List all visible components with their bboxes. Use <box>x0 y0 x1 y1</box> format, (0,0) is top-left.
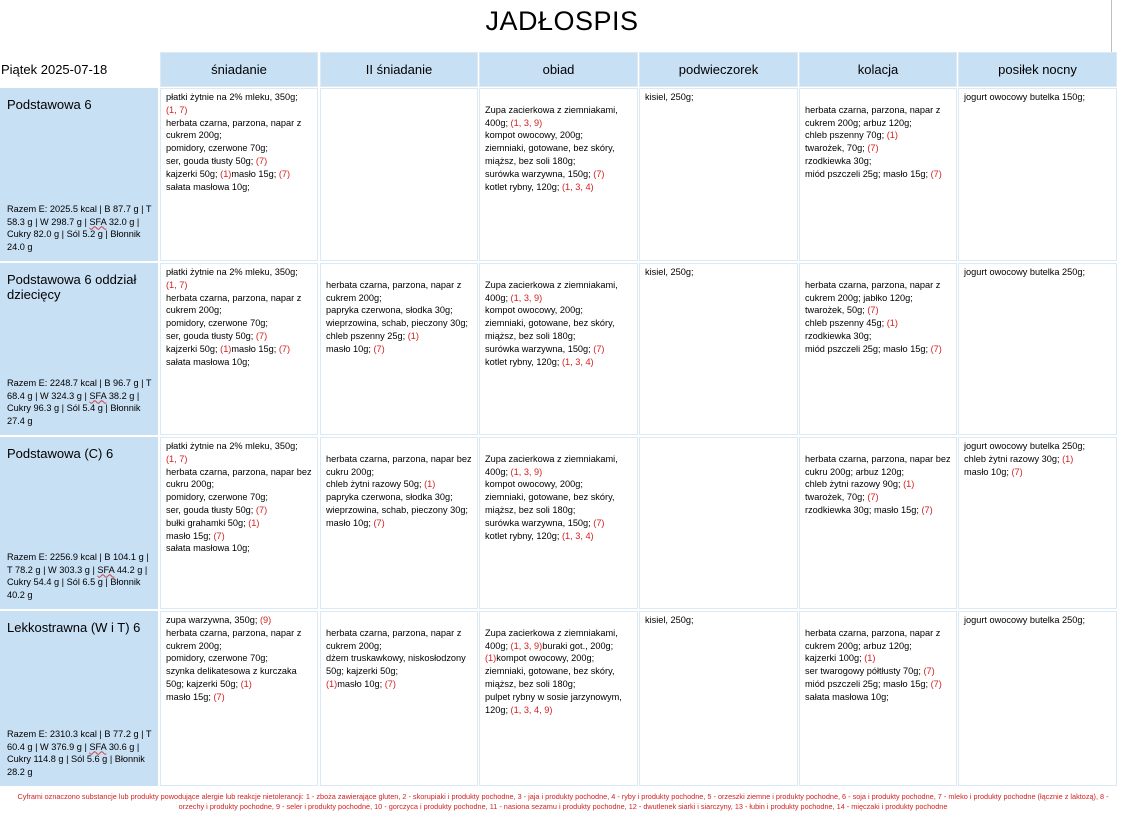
menu-item <box>805 91 951 104</box>
menu-item <box>166 491 312 504</box>
menu-item-text: twarożek, 70g; <box>805 492 868 503</box>
menu-item <box>805 491 951 504</box>
menu-item-text: wieprzowina, schab, pieczony 30g; chleb pszenny 25g; <box>326 318 468 341</box>
allergen-codes: (1, 7) <box>166 453 188 464</box>
menu-item <box>964 614 1111 627</box>
nutrition-summary <box>7 551 155 602</box>
menu-item-text: Zupa zacierkowa z ziemniakami, 400g; <box>485 627 618 651</box>
allergen-codes: (1, 3, 4) <box>561 181 594 192</box>
menu-item-text: kompot owocowy, 200g; <box>496 653 595 664</box>
menu-item <box>166 181 312 194</box>
menu-item-text: sałata masłowa 10g; <box>166 356 250 367</box>
allergen-codes: (7) <box>278 343 291 354</box>
menu-item <box>166 530 312 543</box>
menu-item-text: rzodkiewka 30g; <box>805 155 872 166</box>
menu-item <box>326 317 472 343</box>
menu-item-text: wieprzowina, schab, pieczony 30g; masło 10g; <box>326 504 468 528</box>
menu-item-text: chleb pszenny 70g; <box>805 130 887 141</box>
meal-header-0: śniadanie <box>160 52 318 87</box>
menu-item-text: herbata czarna, parzona, napar z cukrem 200g; <box>166 627 302 651</box>
allergen-codes: (1) <box>240 678 252 689</box>
menu-item-text: kotlet rybny, 120g; <box>485 356 562 367</box>
menu-item-text: masło 10g; <box>337 678 385 689</box>
menu-item-text: pomidory, czerwone 70g; <box>166 143 268 154</box>
menu-item-text: kajzerki 100g; <box>805 653 865 664</box>
menu-item-text: papryka czerwona, słodka 30g; <box>326 305 453 316</box>
meal-header-3: podwieczorek <box>639 52 798 87</box>
menu-item-text: kisiel, 250g; <box>645 92 694 102</box>
meal-cell <box>958 263 1117 435</box>
menu-item-text: ziemniaki, gotowane, bez skóry, miąższ, bez soli 180g; <box>485 318 615 341</box>
menu-item <box>964 440 1111 453</box>
menu-item-text: rzodkiewka 30g; masło 15g; <box>805 504 922 515</box>
menu-item-text: herbata czarna, parzona, napar z cukrem 200g; <box>166 117 302 141</box>
menu-item-text: chleb żytni razowy 30g; <box>964 453 1063 464</box>
menu-item-text: masło 15g; <box>166 691 214 702</box>
diet-name: Podstawowa 6 oddział dziecięcy <box>7 272 137 302</box>
allergen-codes: (7) <box>930 168 942 179</box>
menu-item-text: herbata czarna, parzona, napar z cukrem 200g; <box>166 292 302 316</box>
menu-item-text: kompot owocowy, 200g; <box>485 305 583 316</box>
menu-item <box>326 504 472 530</box>
menu-item <box>166 627 312 653</box>
menu-item-text: masło 10g; <box>326 343 374 354</box>
menu-item <box>805 614 951 627</box>
menu-item <box>805 440 951 453</box>
nutrition-summary <box>7 728 155 779</box>
allergen-codes: (1) <box>220 168 232 179</box>
allergen-codes: (7) <box>867 143 879 154</box>
menu-item <box>645 91 792 104</box>
meal-cell <box>639 611 798 786</box>
menu-item-text: herbata czarna, parzona, napar z cukrem 200g; <box>326 627 462 651</box>
menu-item <box>326 491 472 504</box>
nutrition-summary <box>7 377 155 428</box>
menu-item <box>326 453 472 479</box>
menu-item-text: miód pszczeli 25g; masło 15g; <box>805 678 931 689</box>
allergen-codes: (7) <box>1011 466 1023 477</box>
menu-item <box>166 440 312 453</box>
menu-item <box>805 279 951 305</box>
menu-item-text: kisiel, 250g; <box>645 267 694 277</box>
menu-item <box>326 478 472 491</box>
allergen-codes: (1, 3, 9) <box>510 466 543 477</box>
diet-cell <box>0 611 158 786</box>
menu-item <box>166 517 312 530</box>
allergen-codes: (1, 7) <box>166 104 188 115</box>
summary-text: Razem E: 2025.5 kcal | B 87.7 g | T 58.3 g | W 298.7 g | <box>7 203 152 227</box>
menu-item-text: herbata czarna, parzona, napar z cukrem 200g; <box>326 279 462 303</box>
menu-item-text: surówka warzywna, 150g; <box>485 517 594 528</box>
menu-item-text: kotlet rybny, 120g; <box>485 530 562 541</box>
nutrition-summary <box>7 203 155 254</box>
menu-item-text: pomidory, czerwone 70g; <box>166 318 268 329</box>
menu-item <box>805 343 951 356</box>
allergen-codes: (9) <box>259 615 272 625</box>
menu-item <box>166 155 312 168</box>
menu-item-text: herbata czarna, parzona, napar z cukrem 200g; arbuz 120g; <box>805 104 941 128</box>
meal-cell <box>479 263 638 435</box>
menu-item-text: ser, gouda tłusty 50g; <box>166 504 256 515</box>
meal-cell <box>479 611 638 786</box>
allergen-codes: (7) <box>923 666 935 677</box>
allergen-codes: (7) <box>930 678 942 689</box>
menu-item <box>326 652 472 678</box>
menu-item-text: surówka warzywna, 150g; <box>485 343 594 354</box>
summary-text: 30.6 g | Cukry 114.8 g | Sól 5.6 g | Błonnik 28.2 g <box>7 741 145 778</box>
menu-item <box>805 478 951 491</box>
menu-item-text: chleb żytni razowy 50g; <box>326 479 425 490</box>
menu-item <box>166 330 312 343</box>
menu-item-text: dżem truskawkowy, niskosłodzony 50g; kajzerki 50g; <box>326 653 466 677</box>
menu-item-text: ziemniaki, gotowane, bez skóry, miąższ, bez soli 180g; <box>485 492 615 515</box>
meal-cell <box>320 263 478 435</box>
menu-item-text: płatki żytnie na 2% mleku, 350g; <box>166 267 298 277</box>
menu-item <box>805 129 951 142</box>
menu-item <box>166 453 312 466</box>
menu-item <box>166 691 312 704</box>
menu-item-text: masło 10g; <box>964 466 1012 477</box>
menu-item <box>166 504 312 517</box>
allergen-codes: (7) <box>593 517 605 528</box>
menu-item <box>166 665 312 691</box>
allergen-codes: (7) <box>373 343 385 354</box>
meal-header-5: posiłek nocny <box>958 52 1117 87</box>
menu-item-text: chleb żytni razowy 90g; <box>805 479 904 490</box>
menu-item <box>964 453 1111 466</box>
meal-cell <box>320 611 478 786</box>
summary-sfa-label: SFA <box>97 564 115 575</box>
meal-cell <box>320 88 478 261</box>
menu-item-text: twarożek, 70g; <box>805 143 868 154</box>
menu-item <box>485 691 632 717</box>
menu-item <box>964 91 1111 104</box>
menu-item-text: jogurt owocowy butelka 250g; <box>964 267 1086 277</box>
menu-item <box>485 142 632 168</box>
menu-item-text: kisiel, 250g; <box>645 615 694 625</box>
meal-cell <box>799 263 957 435</box>
meal-cell <box>958 611 1117 786</box>
menu-item <box>805 691 951 704</box>
menu-item <box>485 317 632 343</box>
meal-cell <box>639 437 798 609</box>
menu-item-text: masło 15g; <box>231 168 279 179</box>
menu-item <box>166 117 312 143</box>
menu-item <box>805 317 951 330</box>
meal-cell <box>160 437 318 609</box>
menu-date: Piątek 2025-07-18 <box>1 62 108 77</box>
summary-text: Razem E: 2248.7 kcal | B 96.7 g | T 68.4 g | W 324.3 g | <box>7 377 152 401</box>
diet-cell <box>0 263 158 435</box>
allergen-codes: (7) <box>255 155 268 166</box>
summary-text: 32.0 g | Cukry 82.0 g | Sól 5.2 g | Błonnik 24.0 g <box>7 216 141 253</box>
menu-item-text: sałata masłowa 10g; <box>805 691 889 702</box>
menu-item-text: jogurt owocowy butelka 250g; <box>964 615 1086 625</box>
meal-cell <box>639 88 798 261</box>
menu-item <box>805 168 951 181</box>
meal-cell <box>799 611 957 786</box>
menu-item-text: jogurt owocowy butelka 250g; <box>964 441 1086 451</box>
menu-item <box>805 678 951 691</box>
allergen-codes: (7) <box>921 504 933 515</box>
menu-item-text: ser, gouda tłusty 50g; <box>166 330 256 341</box>
menu-item-text: twarożek, 50g; <box>805 305 868 316</box>
menu-item-text: szynka delikatesowa z kurczaka 50g; kajzerki 50g; <box>166 666 297 689</box>
menu-item <box>166 343 312 356</box>
menu-item <box>485 491 632 517</box>
allergen-codes: (1, 3, 9) <box>510 640 543 651</box>
menu-item-text: herbata czarna, parzona, napar z cukrem 200g; arbuz 120g; <box>805 627 941 651</box>
diet-name: Podstawowa (C) 6 <box>7 446 114 461</box>
menu-item <box>485 517 632 530</box>
menu-item <box>166 104 312 117</box>
menu-item <box>485 91 632 104</box>
menu-grid <box>0 88 1118 786</box>
meal-cell <box>479 88 638 261</box>
menu-item <box>326 343 472 356</box>
allergen-codes: (1) <box>864 653 876 664</box>
menu-item-text: płatki żytnie na 2% mleku, 350g; <box>166 92 298 102</box>
menu-item-text: sałata masłowa 10g; <box>166 543 250 554</box>
menu-item-text: kompot owocowy, 200g; <box>485 130 583 141</box>
allergen-codes: (1) <box>248 517 260 528</box>
diet-name: Lekkostrawna (W i T) 6 <box>7 620 141 635</box>
allergen-codes: (1, 3, 4) <box>561 530 594 541</box>
menu-item-text: zupa warzywna, 350g; <box>166 615 260 625</box>
allergen-codes: (1, 3, 9) <box>510 117 543 128</box>
allergen-codes: (1) <box>220 343 232 354</box>
summary-sfa-label: SFA <box>89 216 107 227</box>
menu-item <box>326 627 472 653</box>
meal-cell <box>160 611 318 786</box>
menu-item-text: kajzerki 50g; <box>166 343 221 354</box>
menu-item <box>166 168 312 181</box>
menu-item-text: sałata masłowa 10g; <box>166 181 250 192</box>
meal-cell <box>479 437 638 609</box>
menu-item <box>485 530 632 543</box>
diet-cell <box>0 437 158 609</box>
menu-item <box>166 266 312 279</box>
menu-item <box>485 168 632 181</box>
menu-item-text: herbata czarna, parzona, napar bez cukru 200g; <box>166 466 312 490</box>
menu-item-text: płatki żytnie na 2% mleku, 350g; <box>166 441 298 451</box>
allergen-codes: (7) <box>255 330 268 341</box>
summary-text: Razem E: 2310.3 kcal | B 77.2 g | T 60.4 g | W 376.9 g | <box>7 728 152 752</box>
menu-item-text: ziemniaki, gotowane, bez skóry, miąższ, bez soli 180g; <box>485 666 615 689</box>
diet-cell <box>0 88 158 261</box>
menu-item <box>326 678 472 691</box>
menu-item <box>326 614 472 627</box>
menu-item <box>166 317 312 330</box>
allergen-codes: (7) <box>384 678 396 689</box>
allergen-codes: (1) <box>407 330 419 341</box>
allergen-codes: (1, 3, 4, 9) <box>510 704 553 715</box>
allergen-codes: (1) <box>326 678 338 689</box>
menu-item-text: ser, gouda tłusty 50g; <box>166 155 256 166</box>
meal-cell <box>799 437 957 609</box>
menu-item <box>166 614 312 627</box>
menu-item-text: ser twarogowy półtłusty 70g; <box>805 666 924 677</box>
menu-item-text: jogurt owocowy butelka 150g; <box>964 92 1086 102</box>
menu-item-text: pomidory, czerwone 70g; <box>166 653 268 664</box>
menu-item <box>805 330 951 343</box>
menu-item-text: herbata czarna, parzona, napar bez cukru 200g; arbuz 120g; <box>805 453 951 477</box>
menu-item <box>485 627 632 653</box>
meal-header-2: obiad <box>479 52 638 87</box>
allergen-codes: (1) <box>1062 453 1074 464</box>
menu-item <box>645 614 792 627</box>
menu-item <box>166 356 312 369</box>
menu-item <box>485 614 632 627</box>
menu-item <box>805 504 951 517</box>
menu-item <box>805 142 951 155</box>
menu-item <box>485 104 632 130</box>
menu-item <box>326 266 472 279</box>
allergen-codes: (1, 3, 4) <box>561 356 594 367</box>
menu-item <box>166 652 312 665</box>
menu-item <box>645 266 792 279</box>
allergen-codes: (1) <box>424 479 436 490</box>
menu-item <box>805 304 951 317</box>
meal-cell <box>958 437 1117 609</box>
menu-item <box>805 665 951 678</box>
menu-item <box>326 279 472 305</box>
allergen-codes: (7) <box>213 691 225 702</box>
summary-text: 38.2 g | Cukry 96.3 g | Sól 5.4 g | Błonnik 27.4 g <box>7 390 141 427</box>
menu-item-text: ziemniaki, gotowane, bez skóry, miąższ, bez soli 180g; <box>485 143 615 166</box>
menu-item <box>964 266 1111 279</box>
menu-item-text: buraki got., 200g; <box>542 640 614 651</box>
menu-item-text: Zupa zacierkowa z ziemniakami, 400g; <box>485 104 618 128</box>
menu-item <box>166 542 312 555</box>
allergen-codes: (7) <box>930 343 942 354</box>
menu-item-text: masło 15g; <box>166 530 214 541</box>
menu-item <box>485 478 632 491</box>
allergen-footnote: Cyframi oznaczono substancje lub produkty powodujące alergie lub reakcje nietolerancji: 1 - zboża zawierające gluten, 2 - skorupiaki i produkty pochodne, 3 - jaja i produkty pochodne, 4 - ryby i produkty pochodne, 5 - orzeszki ziemne i produkty pochodne, 6 - soja i produkty pochodne, 7 - mleko i produkty pochodne (łącznie z laktozą), 8 - orzechy i produkty pochodne, 9 - seler i produkty pochodne, 10 - gorczyca i produkty pochodne, 11 - nasiona sezamu i produkty pochodne, 12 - dwutlenek siarki i siarczyny, 13 - łubin i produkty pochodne, 14 - mięczaki i produkty pochodne <box>17 792 1109 811</box>
menu-item-text: kotlet rybny, 120g; <box>485 181 562 192</box>
menu-item <box>805 155 951 168</box>
menu-item <box>964 466 1111 479</box>
menu-item <box>485 665 632 691</box>
allergen-codes: (7) <box>593 168 605 179</box>
menu-item-text: miód pszczeli 25g; masło 15g; <box>805 343 931 354</box>
menu-item <box>485 181 632 194</box>
summary-text: 44.2 g | Cukry 54.4 g | Sól 6.5 g | Błonnik 40.2 g <box>7 564 148 601</box>
meal-cell <box>799 88 957 261</box>
menu-item-text: kompot owocowy, 200g; <box>485 479 583 490</box>
allergen-codes: (1, 7) <box>166 279 188 290</box>
meal-header-4: kolacja <box>799 52 957 87</box>
meal-cell <box>160 263 318 435</box>
menu-item-text: surówka warzywna, 150g; <box>485 168 594 179</box>
allergen-codes: (7) <box>255 504 268 515</box>
menu-item <box>166 466 312 492</box>
menu-item-text: pomidory, czerwone 70g; <box>166 492 268 503</box>
allergen-codes: (7) <box>278 168 291 179</box>
menu-item-text: masło 15g; <box>231 343 279 354</box>
menu-item <box>805 266 951 279</box>
menu-item <box>805 104 951 130</box>
meal-cell <box>160 88 318 261</box>
menu-item <box>166 91 312 104</box>
menu-item <box>485 304 632 317</box>
menu-item <box>166 279 312 292</box>
summary-sfa-label: SFA <box>89 741 107 752</box>
menu-item-text: papryka czerwona, słodka 30g; <box>326 492 453 503</box>
page-title: JADŁOSPIS <box>485 6 639 36</box>
allergen-codes: (7) <box>867 305 879 316</box>
allergen-codes: (7) <box>373 517 385 528</box>
menu-item <box>485 343 632 356</box>
menu-item-text: Zupa zacierkowa z ziemniakami, 400g; <box>485 279 618 303</box>
menu-item <box>485 356 632 369</box>
menu-item-text: miód pszczeli 25g; masło 15g; <box>805 168 931 179</box>
diet-name: Podstawowa 6 <box>7 97 92 112</box>
menu-item <box>326 440 472 453</box>
menu-item-text: herbata czarna, parzona, napar bez cukru 200g; <box>326 453 472 477</box>
allergen-codes: (1) <box>485 653 497 664</box>
allergen-codes: (7) <box>213 530 225 541</box>
menu-item-text: herbata czarna, parzona, napar z cukrem 200g; jabłko 120g; <box>805 279 941 303</box>
menu-item-text: chleb pszenny 45g; <box>805 318 887 329</box>
menu-item <box>485 440 632 453</box>
menu-item <box>485 652 632 665</box>
menu-item <box>805 652 951 665</box>
menu-item <box>485 279 632 305</box>
allergen-codes: (7) <box>867 492 879 503</box>
menu-item <box>166 292 312 318</box>
menu-item <box>485 129 632 142</box>
meal-cell <box>958 88 1117 261</box>
menu-item <box>485 266 632 279</box>
menu-item-text: Zupa zacierkowa z ziemniakami, 400g; <box>485 453 618 477</box>
menu-item-text: pulpet rybny w sosie jarzynowym, 120g; <box>485 691 622 715</box>
menu-item <box>805 627 951 653</box>
allergen-codes: (7) <box>593 343 605 354</box>
allergen-codes: (1) <box>903 479 915 490</box>
meal-cell <box>639 263 798 435</box>
meal-cell <box>320 437 478 609</box>
meal-header-1: II śniadanie <box>320 52 478 87</box>
menu-item-text: kajzerki 50g; <box>166 168 221 179</box>
menu-item <box>485 453 632 479</box>
menu-item <box>166 142 312 155</box>
summary-text: Razem E: 2256.9 kcal | B 104.1 g | T 78.2 g | W 303.3 g | <box>7 551 149 575</box>
summary-sfa-label: SFA <box>89 390 107 401</box>
menu-item-text: rzodkiewka 30g; <box>805 330 872 341</box>
allergen-codes: (1) <box>886 130 898 141</box>
menu-item <box>805 453 951 479</box>
menu-item-text: bułki grahamki 50g; <box>166 517 249 528</box>
allergen-codes: (1, 3, 9) <box>510 292 543 303</box>
menu-item <box>326 304 472 317</box>
allergen-codes: (1) <box>886 318 898 329</box>
